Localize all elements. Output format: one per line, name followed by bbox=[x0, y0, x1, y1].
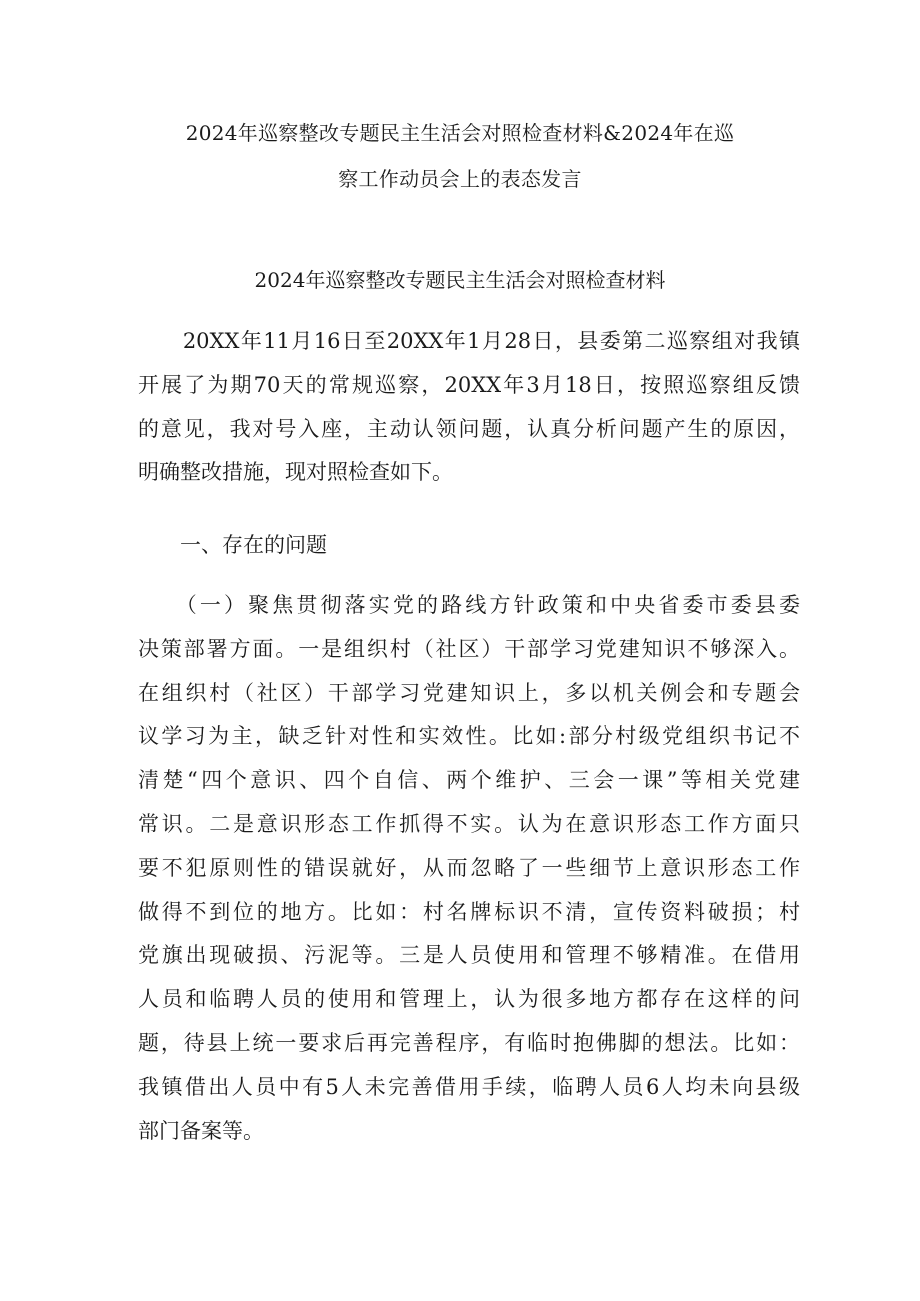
section-title: 2024年巡察整改专题民主生活会对照检查材料 bbox=[254, 268, 666, 292]
paragraph-line: 在组织村（社区）干部学习党建知识上，多以机关例会和专题会 bbox=[138, 680, 800, 705]
paragraph-line: 我镇借出人员中有5人未完善借用手续，临聘人员6人均未向县级 bbox=[138, 1074, 800, 1099]
paragraph-line: 明确整改措施，现对照检查如下。 bbox=[138, 460, 453, 485]
document-title-line-1: 2024年巡察整改专题民主生活会对照检查材料&2024年在巡 bbox=[185, 121, 735, 145]
paragraph-line: 常识。二是意识形态工作抓得不实。认为在意识形态工作方面只 bbox=[138, 811, 800, 836]
paragraph-line: 要不犯原则性的错误就好，从而忽略了一些细节上意识形态工作 bbox=[138, 855, 800, 880]
paragraph-line: 20XX年11月16日至20XX年1月28日，县委第二巡察组对我镇 bbox=[138, 329, 800, 353]
paragraph-line: 做得不到位的地方。比如：村名牌标识不清，宣传资料破损；村 bbox=[138, 899, 800, 924]
paragraph-intro bbox=[138, 320, 800, 495]
paragraph-line: 的意见，我对号入座，主动认领问题，认真分析问题产生的原因， bbox=[138, 416, 800, 441]
heading-line: 一、存在的问题 bbox=[138, 533, 327, 557]
paragraph-line: 开展了为期70天的常规巡察，20XX年3月18日，按照巡察组反馈 bbox=[138, 372, 800, 397]
document-title-line-2: 察工作动员会上的表态发言 bbox=[338, 167, 582, 191]
paragraph-line: 议学习为主，缺乏针对性和实效性。比如:部分村级党组织书记不 bbox=[138, 724, 800, 749]
paragraph-line: 决策部署方面。一是组织村（社区）干部学习党建知识不够深入。 bbox=[138, 636, 800, 661]
paragraph-line: 清楚“四个意识、四个自信、两个维护、三会一课”等相关党建 bbox=[138, 768, 800, 793]
paragraph-line: 党旗出现破损、污泥等。三是人员使用和管理不够精准。在借用 bbox=[138, 943, 800, 968]
paragraph-line: 人员和临聘人员的使用和管理上，认为很多地方都存在这样的问 bbox=[138, 987, 800, 1012]
paragraph-line: 题，待县上统一要求后再完善程序，有临时抱佛脚的想法。比如： bbox=[138, 1030, 800, 1055]
paragraph-line: （一）聚焦贯彻落实党的路线方针政策和中央省委市委县委 bbox=[138, 593, 800, 617]
document-title bbox=[120, 110, 800, 202]
paragraph-problem-1 bbox=[138, 584, 800, 1153]
heading-existing-problems bbox=[138, 524, 800, 568]
paragraph-line: 部门备案等。 bbox=[138, 1118, 264, 1143]
